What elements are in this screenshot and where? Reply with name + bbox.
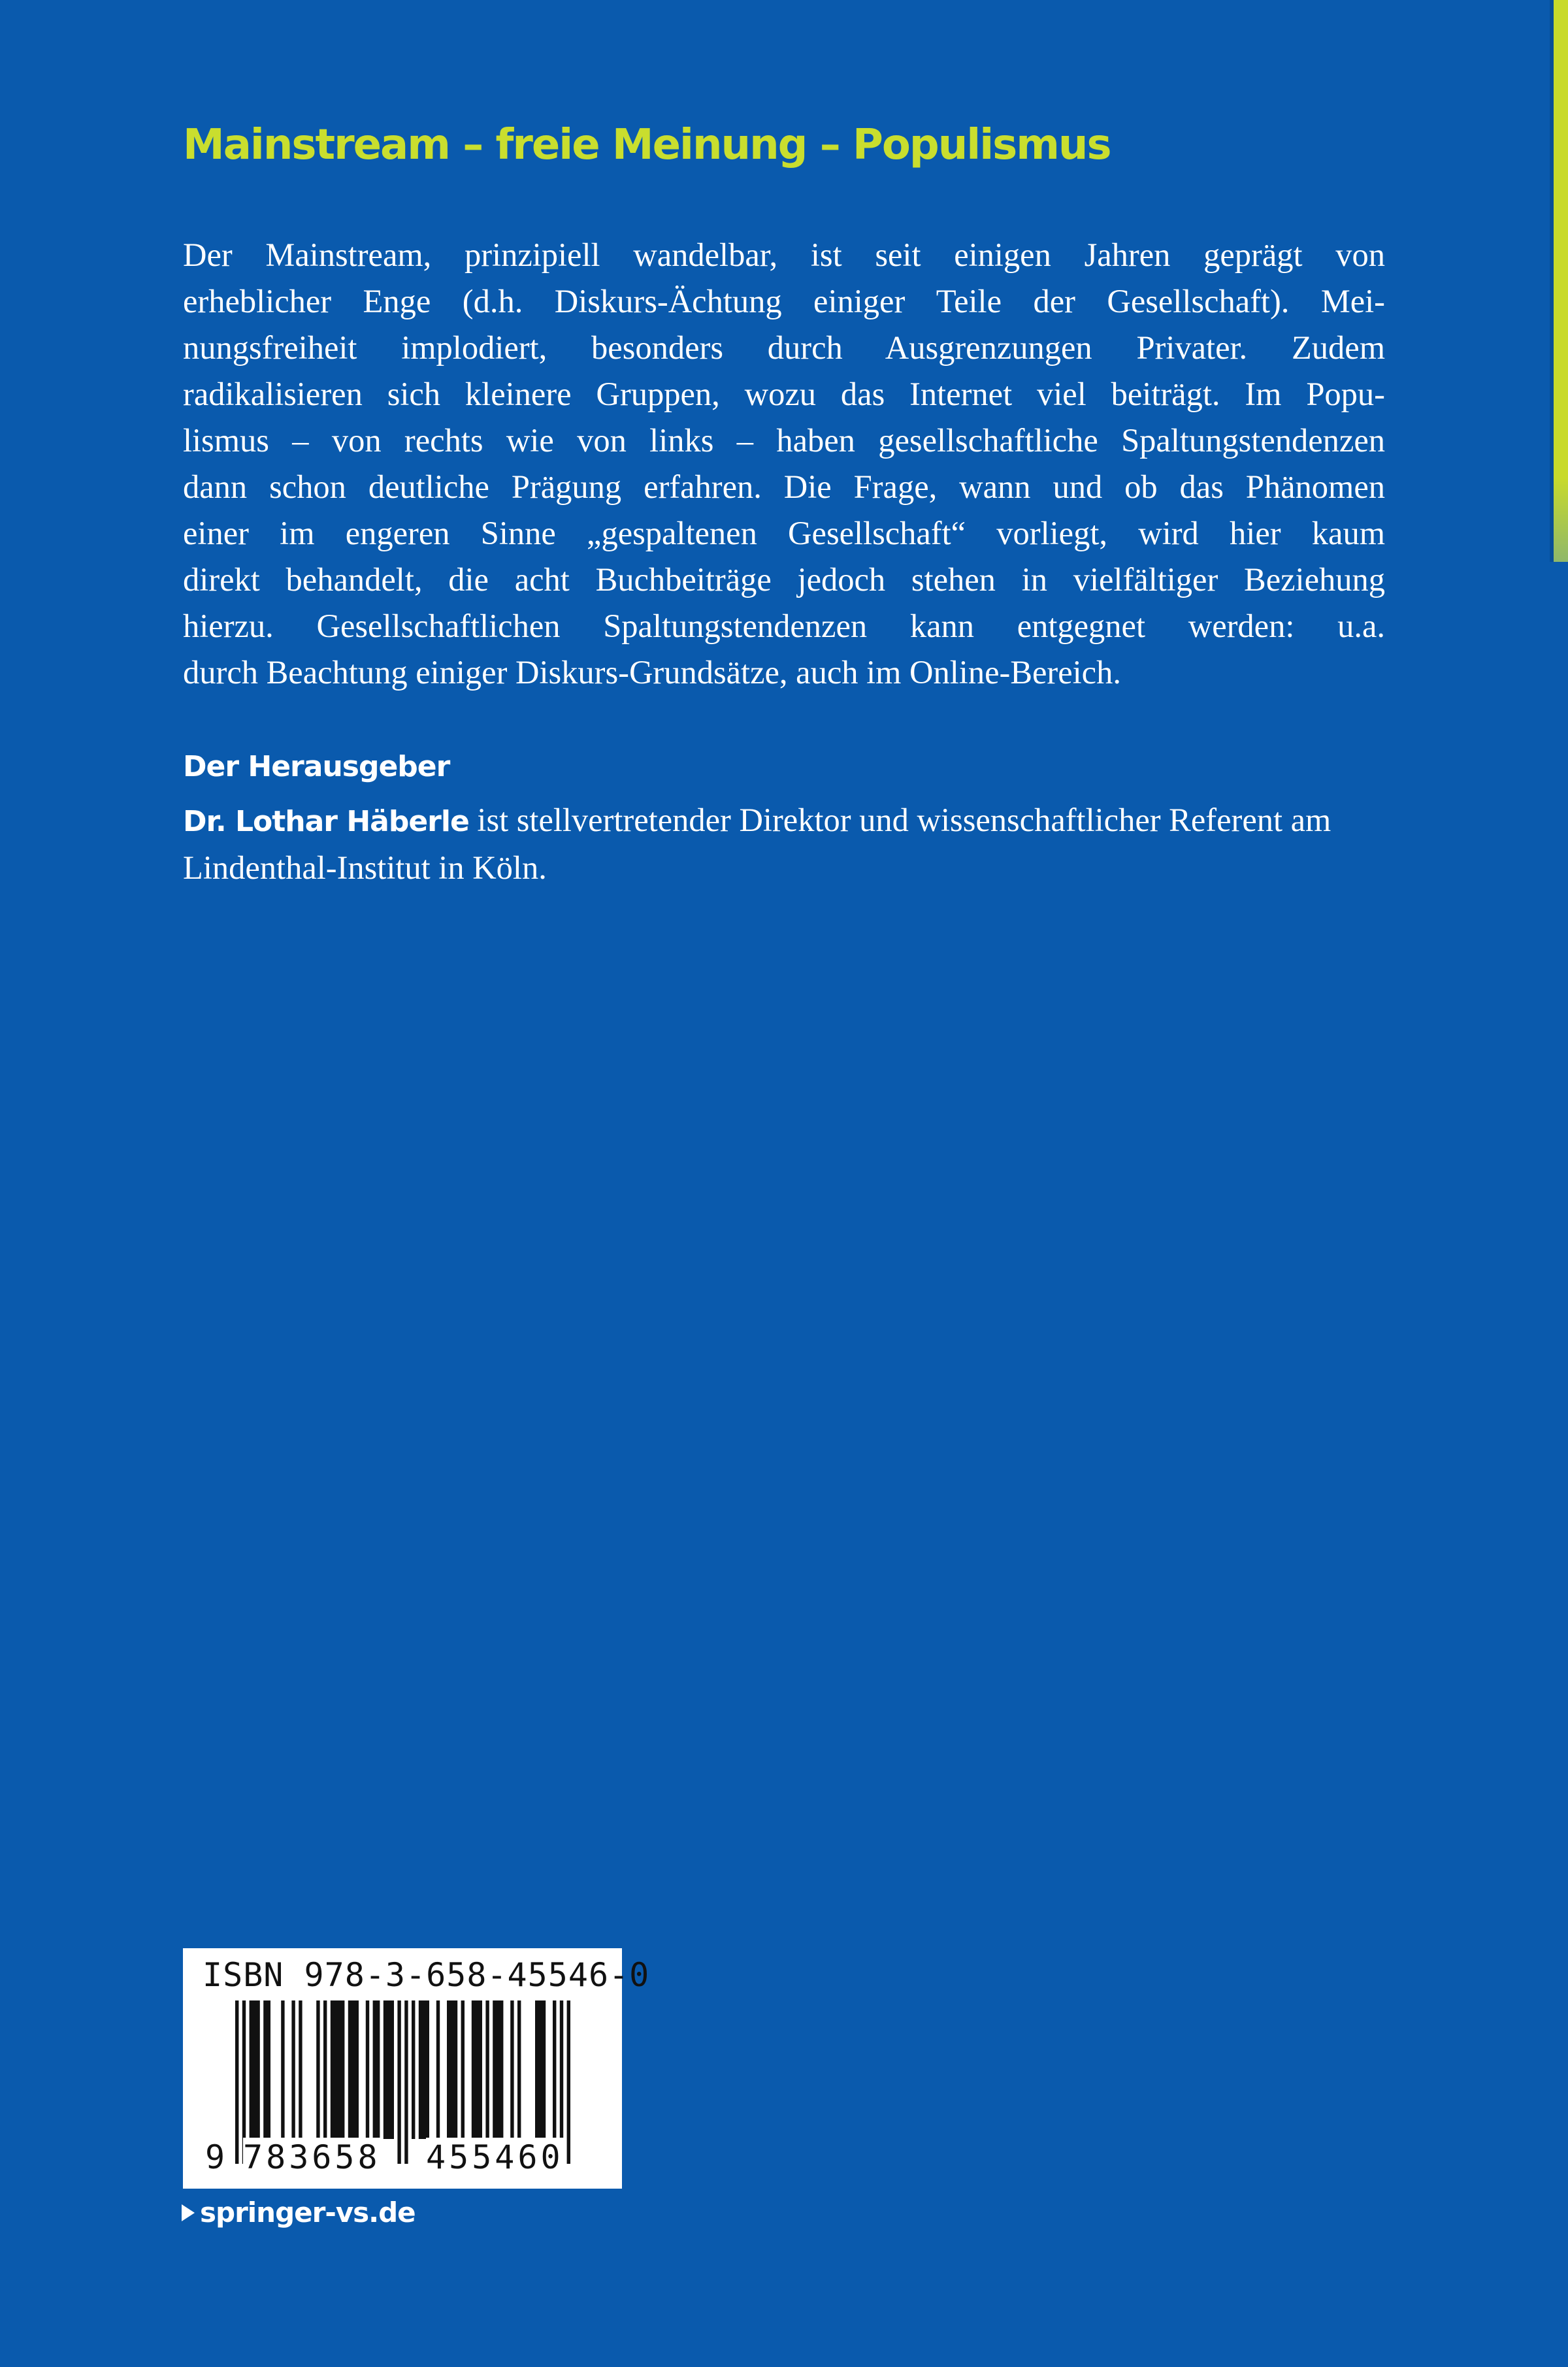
barcode-bar (384, 2000, 394, 2139)
barcode-right-group: 455460 (426, 2138, 564, 2176)
barcode-bar (323, 2000, 327, 2139)
blurb-line: Der Mainstream, prinzipiell wandelbar, ist seit einigen Jahren geprägt von (183, 237, 1385, 273)
barcode-bar (485, 2000, 489, 2139)
barcode-bar (493, 2000, 503, 2139)
barcode-bar (263, 2000, 270, 2139)
barcode-bar (447, 2000, 457, 2139)
blurb-line: durch Beachtung einiger Diskurs-Grundsätze, auch im Online-Bereich. (183, 654, 1121, 691)
barcode-bar (281, 2000, 284, 2139)
barcode-bar (412, 2000, 415, 2139)
blurb-line: erheblicher Enge (d.h. Diskurs-Ächtung einiger Teile der Gesellschaft). Mei- (183, 283, 1385, 319)
spine-accent-strip (1554, 0, 1568, 562)
barcode-bar (419, 2000, 429, 2139)
barcode-bar (436, 2000, 440, 2139)
editor-bio (183, 797, 1385, 891)
barcode-bar (366, 2000, 369, 2139)
isbn-barcode (183, 1948, 650, 2189)
barcode-guard-bar (404, 2000, 408, 2164)
barcode-guard-bar (235, 2000, 238, 2164)
barcode-bar (348, 2000, 359, 2139)
barcode-bar (291, 2000, 295, 2139)
barcode-bar (510, 2000, 514, 2139)
barcode-bar (472, 2000, 482, 2139)
barcode-bar (517, 2000, 521, 2139)
blurb-line: lismus – von rechts wie von links – haben gesellschaftliche Spaltungstendenzen (183, 422, 1385, 459)
editor-name: Dr. Lothar Häberle (183, 805, 469, 838)
publisher-url: springer-vs.de (200, 2196, 416, 2228)
barcode-bar (250, 2000, 260, 2139)
editor-bio-text: ist stellvertretender Direktor und wissenschaftlicher Referent am Lindenthal-Institut in Köln. (183, 802, 1331, 886)
blurb-line: dann schon deutliche Prägung erfahren. Die Frage, wann und ob das Phänomen (183, 468, 1385, 505)
blurb-line: direkt behandelt, die acht Buchbeiträge jedoch stehen in vielfältiger Beziehung (183, 561, 1385, 598)
blurb-line: hierzu. Gesellschaftlichen Spaltungstendenzen kann entgegnet werden: u.a. (183, 608, 1385, 644)
publisher-link[interactable] (182, 2196, 416, 2228)
barcode-bar (373, 2000, 380, 2139)
barcode-bar (316, 2000, 319, 2139)
blurb-line: einer im engeren Sinne „gespaltenen Gesellschaft“ vorliegt, wird hier kaum (183, 515, 1385, 551)
triangle-arrow-icon (182, 2204, 195, 2221)
barcode-bar (461, 2000, 465, 2139)
cover-title: Mainstream – freie Meinung – Populismus (183, 121, 1111, 169)
barcode-guard-bar (397, 2000, 400, 2164)
barcode-bar (299, 2000, 302, 2139)
barcode-bar (553, 2000, 556, 2139)
isbn-label: ISBN 978-3-658-45546-0 (203, 1956, 650, 1994)
barcode-bar (535, 2000, 546, 2139)
blurb-line: nungsfreiheit implodiert, besonders durch Ausgrenzungen Privater. Zudem (183, 329, 1385, 366)
editor-heading: Der Herausgeber (183, 750, 450, 783)
barcode-left-group: 783658 (243, 2138, 381, 2176)
barcode-first-digit: 9 (205, 2138, 225, 2176)
blurb-line: radikalisieren sich kleinere Gruppen, wozu das Internet viel beiträgt. Im Popu- (183, 376, 1385, 412)
blurb-text (183, 232, 1385, 696)
barcode-bar (331, 2000, 345, 2139)
barcode-guard-bar (567, 2000, 570, 2164)
